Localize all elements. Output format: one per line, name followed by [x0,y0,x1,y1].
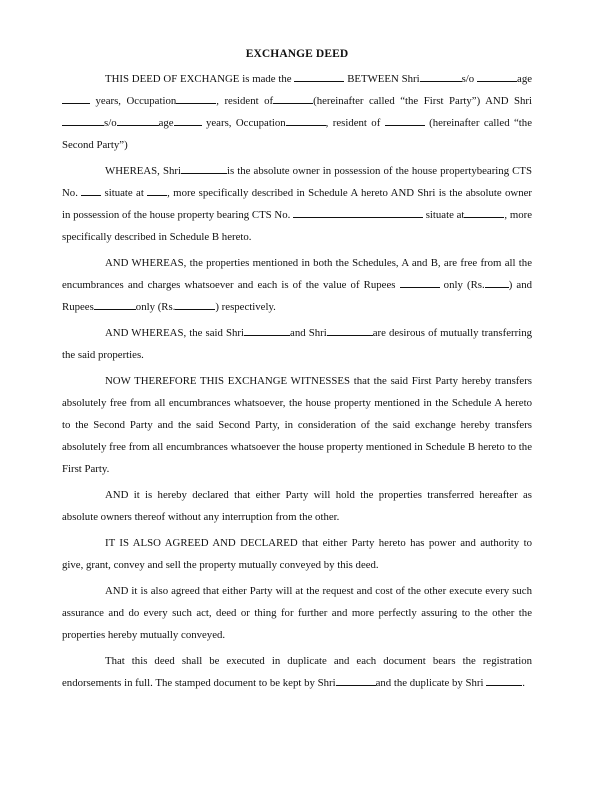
blank-value-b-words[interactable] [94,299,136,310]
text: age [517,73,533,85]
text: AND WHEREAS, the said Shri [105,327,245,339]
paragraph-parties [62,68,532,156]
paragraph-whereas-ownership [62,160,532,248]
paragraph-execution [62,650,532,694]
paragraph-whereas-value [62,252,532,318]
blank-date[interactable] [294,71,344,82]
text: (hereinafter called “the First Party”) AND Shri [313,95,532,107]
blank-value-a-rs[interactable] [485,277,509,288]
blank-situate-b[interactable] [464,207,504,218]
text: are desirous of mutually transferring the said properties. [62,327,532,361]
blank-value-b-rs[interactable] [175,299,215,310]
blank-first-party-age[interactable] [62,93,90,104]
document-title: EXCHANGE DEED [245,48,349,60]
text: only (Rs. [439,279,485,291]
paragraph-witnesses: NOW THEREFORE THIS EXCHANGE WITNESSES that the said First Party hereby transfers absolutely free from all encumbrances whatsoever, the house property mentioned in the Schedule A hereto to the Second Party and the said Second Party, in consideration of the said exchange hereby transfers absolutely free from all encumbrances whatsoever the house property mentioned in Schedule B hereto to the First Party. [62,375,532,475]
text: AND WHEREAS, the properties mentioned in both the Schedules, A and B, are free from all the encumbrances and charges whatsoever and each is of the value of Rupees [62,257,532,291]
text: ) respectively. [215,301,276,313]
blank-second-party-occupation[interactable] [286,115,326,126]
blank-value-a-words[interactable] [400,277,440,288]
text: and Shri [290,327,327,339]
paragraph-declaration-hold: AND it is hereby declared that either Party will hold the properties transferred hereafter as absolute owners thereof without any interruption from the other. [62,489,532,523]
blank-situate-a[interactable] [147,185,167,196]
paragraph-whereas-desire [62,322,532,366]
blank-cts-a[interactable] [81,185,101,196]
text: s/o [104,117,117,129]
text: That this deed shall be executed in duplicate and each document bears the registration endorsements in full. The stamped document to be kept by Shri [62,655,532,689]
blank-duplicate-holder[interactable] [486,675,522,686]
blank-stamped-holder[interactable] [336,675,376,686]
blank-party-b[interactable] [327,325,373,336]
text: , more specifically described in Schedule B hereto. [62,209,532,243]
blank-first-party-name[interactable] [420,71,462,82]
text: . [522,677,525,689]
blank-cts-b[interactable] [293,207,423,218]
text: , resident of [216,95,274,107]
text: and the duplicate by Shri [375,677,487,689]
text: years, Occupation [201,117,286,129]
text: (hereinafter called “the Second Party”) [62,117,532,151]
text: age [158,117,174,129]
text: is the absolute owner in possession of the house propertybearing CTS No. [62,165,532,199]
text: THIS DEED OF EXCHANGE is made the [105,73,295,85]
blank-party-a[interactable] [244,325,290,336]
text: WHEREAS, Shri [105,165,181,177]
text: , resident of [325,117,385,129]
text: only (Rs. [135,301,176,313]
text: s/o [461,73,478,85]
blank-first-party-occupation[interactable] [176,93,216,104]
paragraph-agreed-power: IT IS ALSO AGREED AND DECLARED that either Party hereto has power and authority to give, grant, convey and sell the property mutually conveyed by this deed. [62,537,532,571]
document-page [62,48,532,698]
text: years, Occupation [90,95,177,107]
text: , more specifically described in Schedule A hereto AND Shri is the absolute owner in possession of the house property bearing CTS No. [62,187,532,221]
text: ) and Rupees [62,279,532,313]
blank-second-party-residence[interactable] [385,115,425,126]
blank-owner-a[interactable] [181,163,227,174]
blank-first-party-residence[interactable] [273,93,313,104]
text: situate at [423,209,465,221]
blank-first-party-father[interactable] [477,71,517,82]
blank-second-party-age[interactable] [174,115,202,126]
blank-second-party-name[interactable] [62,115,104,126]
blank-second-party-father[interactable] [117,115,159,126]
text: situate at [101,187,148,199]
paragraph-agreed-assurance: AND it is also agreed that either Party will at the request and cost of the other execute every such assurance and do every such act, deed or thing for further and more perfectly assuring to the other the properties hereby mutually conveyed. [62,585,532,641]
text: BETWEEN Shri [344,73,420,85]
